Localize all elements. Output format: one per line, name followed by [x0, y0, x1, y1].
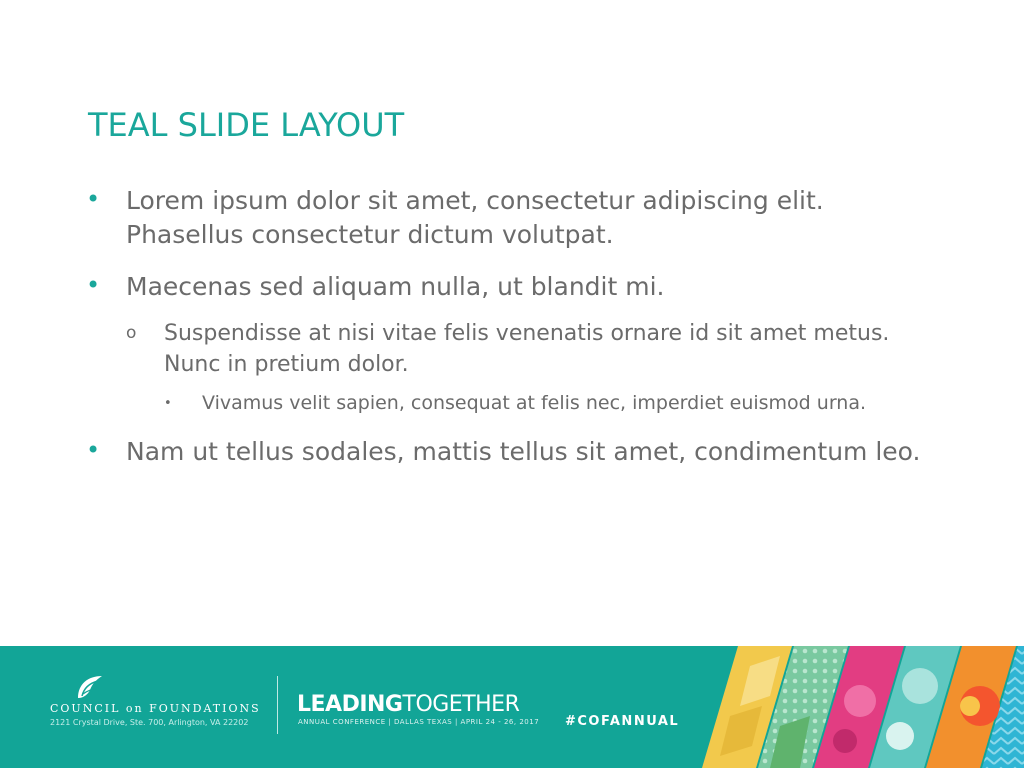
footer-divider [277, 676, 278, 734]
event-hashtag: #COFANNUAL [565, 714, 680, 729]
bullet-item [86, 435, 936, 469]
footer-band [0, 646, 1024, 768]
bullet-text: Nam ut tellus sodales, mattis tellus sit amet, condimentum leo. [126, 437, 921, 466]
conference-details: ANNUAL CONFERENCE | DALLAS TEXAS | APRIL 24 - 26, 2017 [298, 718, 540, 726]
sub-bullet-item [126, 318, 936, 380]
sub-sub-bullet-marker: • [164, 396, 172, 411]
bullet-item [86, 184, 936, 252]
sub-sub-bullet-item [164, 390, 936, 417]
event-wordmark-bold: LEADING [297, 692, 403, 717]
bullet-marker: • [86, 436, 101, 464]
sub-bullet-marker: o [126, 323, 137, 343]
bullet-text: Maecenas sed aliquam nulla, ut blandit mi. [126, 272, 665, 301]
org-address: 2121 Crystal Drive, Ste. 700, Arlington, VA 22202 [50, 718, 249, 727]
bullet-text: Lorem ipsum dolor sit amet, consectetur adipiscing elit. Phasellus consectetur dictum volutpat. [126, 186, 824, 249]
bullet-item [86, 270, 936, 304]
sub-bullet-text: Suspendisse at nisi vitae felis venenatis ornare id sit amet metus. Nunc in pretium dolor. [164, 321, 890, 377]
org-name: COUNCIL on FOUNDATIONS [50, 702, 261, 715]
slide-content [86, 184, 936, 487]
bullet-marker: • [86, 185, 101, 213]
council-on-foundations-leaf-icon [74, 672, 104, 702]
event-wordmark-light: TOGETHER [402, 692, 520, 717]
event-wordmark [297, 692, 519, 717]
slide-title: TEAL SLIDE LAYOUT [88, 106, 405, 144]
bullet-marker: • [86, 271, 101, 299]
sub-sub-bullet-text: Vivamus velit sapien, consequat at felis nec, imperdiet euismod urna. [202, 392, 867, 414]
colorful-ribbons-art [700, 646, 1024, 768]
